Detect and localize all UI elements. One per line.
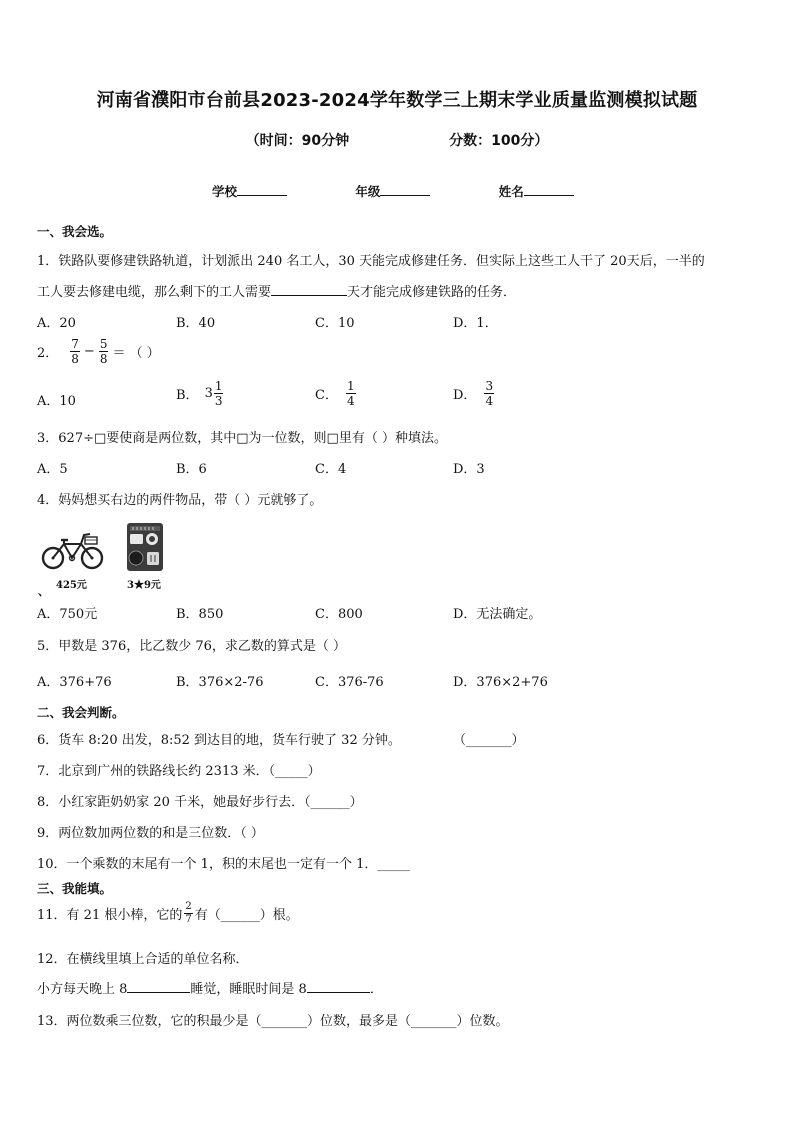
speaker-icon [126, 522, 164, 572]
q4-option-b[interactable]: B．850 [176, 607, 224, 622]
school-blank[interactable] [237, 183, 287, 196]
q2-option-c[interactable]: C． $\frac{1}{4}$ [315, 379, 355, 408]
question-6: 6．货车 8:20 出发，8:52 到达目的地，货车行驶了 32 分钟。 [37, 733, 401, 748]
question-2: 2． $\frac{7}{8}$ − $\frac{5}{8}$ ＝ （ ） [37, 337, 160, 366]
q11-fraction: $\frac{2}{7}$ [185, 901, 192, 925]
speaker-price: 3★9元 [127, 580, 161, 591]
question-11: 11．有 21 根小棒，它的 $\frac{2}{7}$ 有（______）根。 [37, 901, 299, 925]
q5-option-c[interactable]: C．376-76 [315, 675, 384, 690]
bicycle-price: 425元 [56, 580, 87, 591]
question-1-line-1: 1．铁路队要修建铁路轨道，计划派出 240 名工人，30 天能完成修建任务．但实际上这些工人干了 20天后，一半的 [37, 254, 705, 269]
q2-option-b[interactable]: B． 3 $\frac{1}{3}$ [176, 379, 223, 408]
question-7: 7．北京到广州的铁路线长约 2313 米．（_____） [37, 764, 321, 779]
name-blank[interactable] [524, 183, 574, 196]
exam-subtitle [0, 130, 794, 150]
question-1-line-2: 工人要去修建电缆，那么剩下的工人需要 天才能完成修建铁路的任务． [37, 285, 517, 300]
question-3: 3．627÷□要使商是两位数，其中□为一位数，则□里有（ ）种填法。 [37, 431, 447, 446]
question-9: 9．两位数加两位数的和是三位数．（ ） [37, 826, 264, 841]
question-8: 8．小红家距奶奶家 20 千米，她最好步行去．（______） [37, 795, 363, 810]
question-13: 13．两位数乘三位数，它的积最少是（_______）位数，最多是（_______）位数。 [37, 1014, 509, 1029]
q12-blank-1[interactable] [127, 980, 190, 993]
q1-option-d[interactable]: D．1． [453, 316, 498, 331]
q3-option-d[interactable]: D．3 [453, 462, 485, 477]
q5-option-a[interactable]: A．376+76 [37, 675, 112, 690]
question-10: 10．一个乘数的末尾有一个 1，积的末尾也一定有一个 1．_____ [37, 857, 410, 872]
question-6-answer[interactable]: （_______） [453, 733, 525, 748]
name-field: 姓名 [499, 182, 574, 200]
section-heading-1: 一、我会选。 [37, 224, 113, 239]
question-5: 5．甲数是 376，比乙数少 76，求乙数的算式是（ ） [37, 639, 347, 654]
q2-option-a[interactable]: A．10 [37, 394, 76, 409]
q4-option-a[interactable]: A．750元 [37, 607, 98, 622]
question-4: 4．妈妈想买右边的两件物品，带（ ）元就够了。 [37, 493, 323, 508]
list-mark: 、 [38, 585, 49, 598]
exam-title: 河南省濮阳市台前县2023-2024学年数学三上期末学业质量监测模拟试题 [96, 90, 698, 111]
q1-option-a[interactable]: A．20 [37, 316, 76, 331]
question-1-blank[interactable] [271, 283, 347, 296]
student-info [212, 182, 574, 200]
q4-option-c[interactable]: C．800 [315, 607, 363, 622]
school-field: 学校 [212, 182, 287, 200]
total-score: 分数：100分） [449, 133, 549, 149]
q2-fraction-2: $\frac{5}{8}$ [99, 337, 108, 366]
time-limit: （时间：90分钟 [245, 133, 350, 149]
q5-option-d[interactable]: D．376×2+76 [453, 675, 548, 690]
q4-option-d[interactable]: D．无法确定。 [453, 607, 542, 622]
section-heading-2: 二、我会判断。 [37, 705, 125, 720]
section-heading-3: 三、我能填。 [37, 881, 113, 896]
q3-option-c[interactable]: C．4 [315, 462, 347, 477]
q12-blank-2[interactable] [307, 980, 370, 993]
q3-option-b[interactable]: B．6 [176, 462, 207, 477]
grade-field: 年级 [355, 182, 430, 200]
q1-option-b[interactable]: B．40 [176, 316, 216, 331]
q2-fraction-1: $\frac{7}{8}$ [71, 337, 79, 366]
q3-option-a[interactable]: A．5 [37, 462, 68, 477]
question-12-line-1: 12．在横线里填上合适的单位名称． [37, 952, 249, 967]
question-12-line-2: 小方每天晚上 8 睡觉，睡眠时间是 8 ． [37, 982, 383, 997]
bicycle-icon [40, 527, 106, 573]
grade-blank[interactable] [380, 183, 430, 196]
q5-option-b[interactable]: B．376×2-76 [176, 675, 264, 690]
q2-option-d[interactable]: D． $\frac{3}{4}$ [453, 379, 494, 408]
q1-option-c[interactable]: C．10 [315, 316, 355, 331]
